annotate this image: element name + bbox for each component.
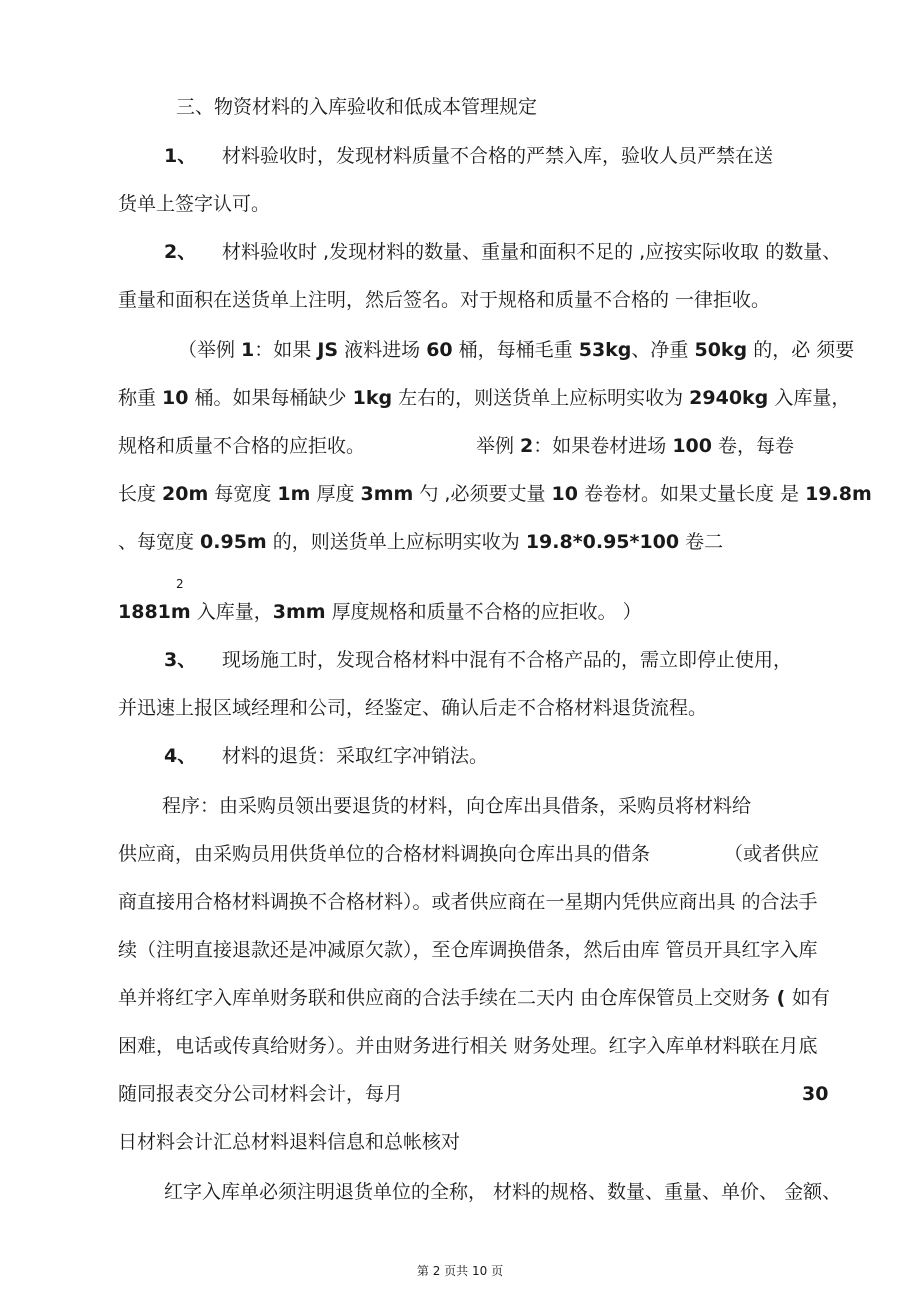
text-run: 19.8m xyxy=(805,483,872,505)
text-run: 19.8*0.95*100 xyxy=(525,531,680,553)
item-3-line-2: 并迅速上报区域经理和公司，经鉴定、确认后走不合格材料退货流程。 xyxy=(118,697,708,719)
procedure-line-2a: 供应商，由采购员用供货单位的合格材料调换向仓库出具的借条 xyxy=(118,843,651,865)
procedure-line-5 xyxy=(118,986,830,1010)
example-line-6 xyxy=(118,600,642,624)
text-run: ( xyxy=(770,987,792,1009)
text-run: 举例 xyxy=(476,435,521,457)
text-run: 100 xyxy=(672,435,712,457)
text-run: 1881m xyxy=(118,601,191,623)
item-1-line-1: 材料验收时，发现材料质量不合格的严禁入库，验收人员严禁在送 xyxy=(222,145,774,167)
text-run: 60 xyxy=(426,339,453,361)
text-run: 、每宽度 xyxy=(118,531,201,553)
text-run: 20m xyxy=(162,483,209,505)
example-line-5 xyxy=(118,530,723,554)
procedure-line-7b: 30 xyxy=(802,1083,829,1105)
text-run: 入库量， xyxy=(768,387,851,409)
text-run: 如有 xyxy=(791,987,830,1009)
procedure-line-8: 日材料会计汇总材料退料信息和总帐核对 xyxy=(118,1131,461,1153)
text-run: 0.95m xyxy=(200,531,267,553)
example-line-4 xyxy=(118,482,872,506)
item-1-line-2: 货单上签字认可。 xyxy=(118,193,271,215)
text-run: 1kg xyxy=(352,387,393,409)
example-line-2 xyxy=(118,386,850,410)
item-3-line-1: 现场施工时，发现合格材料中混有不合格产品的，需立即停止使用， xyxy=(222,649,793,671)
text-run: 称重 xyxy=(118,387,163,409)
text-run: 厚度规格和质量不合格的应拒收。 ） xyxy=(325,601,642,623)
text-run: ：如果 xyxy=(254,339,318,361)
text-run: 50kg xyxy=(694,339,748,361)
procedure-line-2b: （或者供应 xyxy=(724,843,820,865)
text-run: 桶，每桶毛重 xyxy=(452,339,579,361)
text-run: 1m xyxy=(277,483,311,505)
text-run: 1 xyxy=(241,339,255,361)
page-footer: 第 2 页共 10 页 xyxy=(416,1264,504,1278)
procedure-line-3: 商直接用合格材料调换不合格材料）。或者供应商在一星期内凭供应商出具 的合法手 xyxy=(118,891,818,913)
procedure-line-6: 困难，电话或传真给财务）。并由财务进行相关 财务处理。红字入库单材料联在月底 xyxy=(118,1035,818,1057)
procedure-line-1: 程序：由采购员领出要退货的材料，向仓库出具借条，采购员将材料给 xyxy=(162,795,752,817)
section-heading: 三、物资材料的入库验收和低成本管理规定 xyxy=(176,96,538,118)
text-run: 10 xyxy=(162,387,189,409)
text-run: 勺 ,必须要丈量 xyxy=(413,483,552,505)
text-run: 卷，每卷 xyxy=(712,435,795,457)
item-2-line-2: 重量和面积在送货单上注明，然后签名。对于规格和质量不合格的 一律拒收。 xyxy=(118,289,771,311)
procedure-line-7a: 随同报表交分公司材料会计，每月 xyxy=(118,1083,404,1105)
item-3-number: 3、 xyxy=(164,649,197,671)
text-run: 的，必 须要 xyxy=(747,339,855,361)
text-run: 左右的，则送货单上应标明实收为 xyxy=(392,387,690,409)
text-run: 单并将红字入库单财务联和供应商的合法手续在二天内 由仓库保管员上交财务 xyxy=(118,987,771,1009)
item-4-number: 4、 xyxy=(164,745,197,767)
text-run: 入库量， xyxy=(190,601,273,623)
text-run: 液料进场 xyxy=(338,339,427,361)
text-run: 每宽度 xyxy=(208,483,278,505)
text-run: （举例 xyxy=(178,339,242,361)
item-1-number: 1、 xyxy=(164,145,197,167)
example-line-3a: 规格和质量不合格的应拒收。 xyxy=(118,435,366,457)
text-run: 2940kg xyxy=(689,387,769,409)
text-run: 的，则送货单上应标明实收为 xyxy=(266,531,526,553)
last-paragraph-line: 红字入库单必须注明退货单位的全称， 材料的规格、数量、重量、单价、 金额、 xyxy=(164,1181,842,1203)
text-run: JS xyxy=(317,339,339,361)
text-run: 10 xyxy=(551,483,578,505)
superscript-2: 2 xyxy=(176,577,184,591)
text-run: 3mm xyxy=(360,483,414,505)
text-run: 53kg xyxy=(578,339,632,361)
item-4-line-1: 材料的退货：采取红字冲销法。 xyxy=(222,745,489,767)
text-run: 、净重 xyxy=(631,339,695,361)
text-run: ：如果卷材进场 xyxy=(533,435,673,457)
text-run: 厚度 xyxy=(310,483,361,505)
example-line-3b xyxy=(476,434,794,458)
item-2-number: 2、 xyxy=(164,241,197,263)
text-run: 3mm xyxy=(272,601,326,623)
text-run: 卷二 xyxy=(679,531,724,553)
item-2-line-1: 材料验收时 ,发现材料的数量、重量和面积不足的 ,应按实际收取 的数量、 xyxy=(222,241,842,263)
text-run: 卷卷材。如果丈量长度 是 xyxy=(577,483,806,505)
example-line-1 xyxy=(178,338,854,362)
text-run: 2 xyxy=(520,435,534,457)
procedure-line-4: 续（注明直接退款还是冲减原欠款），至仓库调换借条，然后由库 管员开具红字入库 xyxy=(118,939,818,961)
text-run: 桶。如果每桶缺少 xyxy=(188,387,353,409)
text-run: 长度 xyxy=(118,483,163,505)
